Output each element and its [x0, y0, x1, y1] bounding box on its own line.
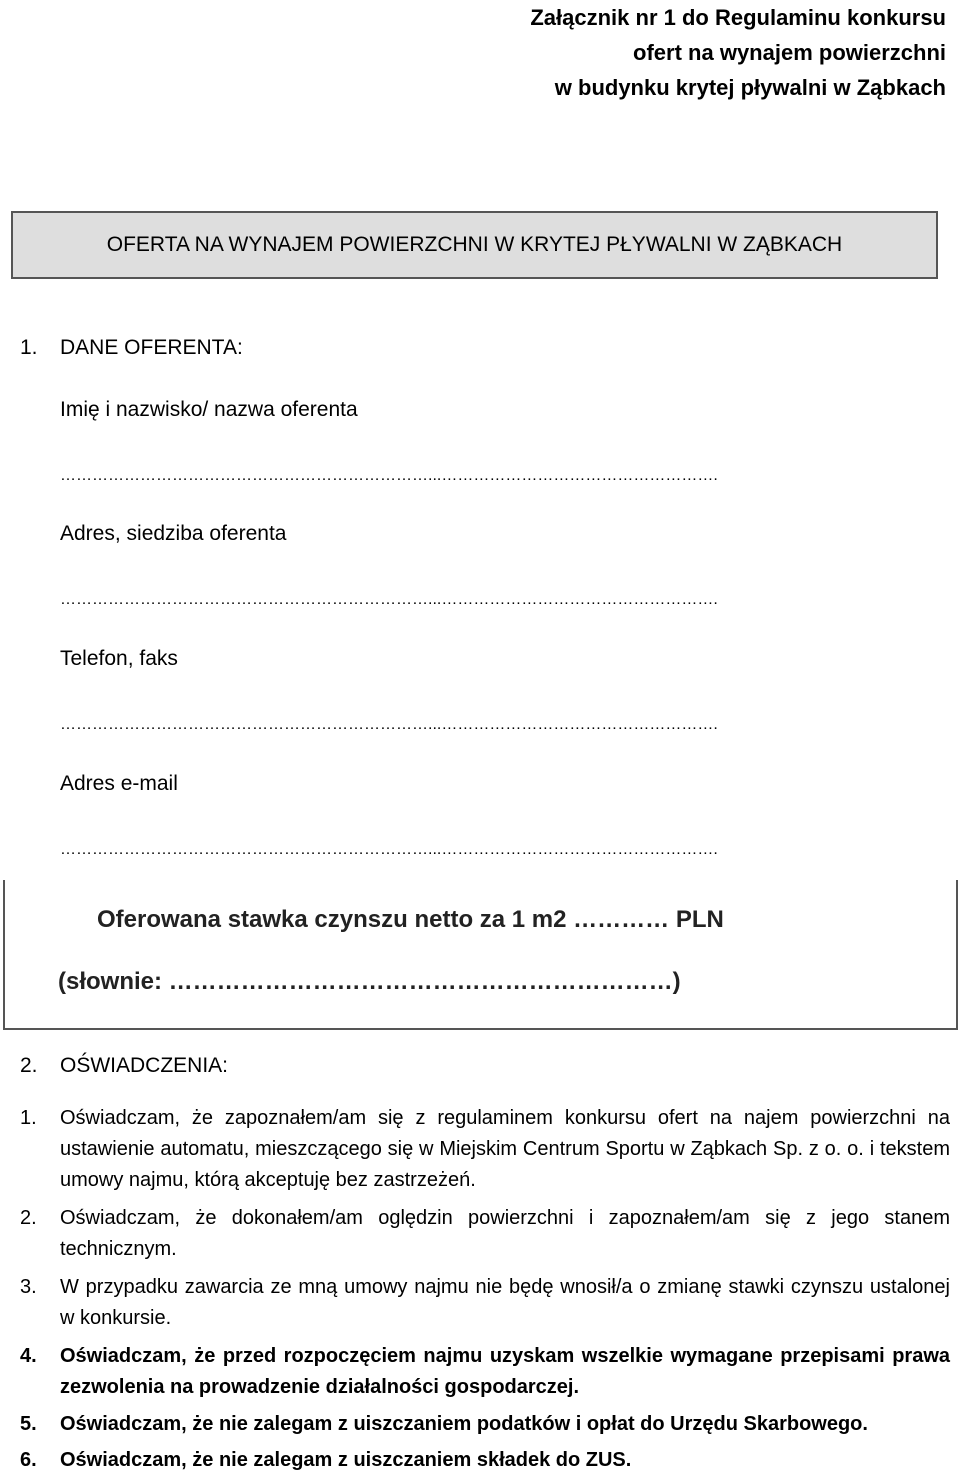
attachment-note-line-2: ofert na wynajem powierzchni: [633, 40, 946, 65]
field-label-name: Imię i nazwisko/ nazwa oferenta: [60, 398, 358, 421]
rate-box: [3, 880, 958, 1030]
section-1-title: DANE OFERENTA:: [60, 336, 243, 359]
field-fill-line-email[interactable]: ……………………………………………………………...…………………………………………….: [60, 841, 718, 858]
declaration-item-3: [20, 1272, 950, 1334]
field-label-phone: Telefon, faks: [60, 647, 178, 670]
declaration-text: W przypadku zawarcia ze mną umowy najmu nie będę wnosił/a o zmianę stawki czynszu ustalonej w konkursie.: [60, 1276, 950, 1329]
declaration-text: Oświadczam, że zapoznałem/am się z regulaminem konkursu ofert na najem powierzchni na ustawienie automatu, mieszczącego się w Miejskim Centrum Sportu w Ząbkach Sp. z o. o. i tekstem umowy najmu, którą akceptuję bez zastrzeżeń.: [60, 1107, 950, 1191]
declaration-number: 1.: [20, 1107, 37, 1129]
offer-title-box: [11, 211, 938, 279]
declaration-text: Oświadczam, że dokonałem/am oględzin powierzchni i zapoznałem/am się z jego stanem technicznym.: [60, 1207, 950, 1260]
section-2-title: OŚWIADCZENIA:: [60, 1054, 229, 1077]
declaration-item-1: [20, 1103, 950, 1196]
attachment-note-line-3: w budynku krytej pływalni w Ząbkach: [554, 75, 946, 100]
section-1-number: 1.: [20, 336, 38, 359]
field-fill-line-address[interactable]: ……………………………………………………………...…………………………………………….: [60, 591, 718, 608]
declaration-number: 6.: [20, 1449, 37, 1471]
field-label-email: Adres e-mail: [60, 772, 178, 795]
rate-amount-line[interactable]: Oferowana stawka czynszu netto za 1 m2 ………… PLN: [97, 906, 724, 933]
rate-in-words-line[interactable]: (słownie: ………………………………………………………): [58, 968, 681, 995]
declaration-item-5: [20, 1409, 950, 1440]
declaration-text: Oświadczam, że nie zalegam z uiszczaniem podatków i opłat do Urzędu Skarbowego.: [60, 1413, 868, 1435]
declaration-text: Oświadczam, że nie zalegam z uiszczaniem składek do ZUS.: [60, 1449, 632, 1471]
section-2-number: 2.: [20, 1054, 38, 1077]
offer-title: OFERTA NA WYNAJEM POWIERZCHNI W KRYTEJ PŁYWALNI W ZĄBKACH: [106, 233, 843, 256]
declaration-number: 2.: [20, 1207, 37, 1229]
declaration-item-2: [20, 1203, 950, 1265]
section-1-heading: [20, 336, 243, 360]
attachment-note: [530, 0, 946, 105]
declaration-text: Oświadczam, że przed rozpoczęciem najmu uzyskam wszelkie wymagane przepisami prawa zezwolenia na prowadzenie działalności gospodarczej.: [60, 1345, 950, 1398]
field-fill-line-name[interactable]: ……………………………………………………………...…………………………………………….: [60, 467, 718, 484]
declaration-number: 3.: [20, 1276, 37, 1298]
declaration-number: 5.: [20, 1413, 37, 1435]
declaration-number: 4.: [20, 1345, 37, 1367]
section-2-heading: [20, 1054, 228, 1078]
declaration-item-6: [20, 1445, 950, 1476]
declaration-item-4: [20, 1341, 950, 1403]
attachment-note-line-1: Załącznik nr 1 do Regulaminu konkursu: [530, 5, 946, 30]
field-fill-line-phone[interactable]: ……………………………………………………………...…………………………………………….: [60, 716, 718, 733]
field-label-address: Adres, siedziba oferenta: [60, 522, 287, 545]
